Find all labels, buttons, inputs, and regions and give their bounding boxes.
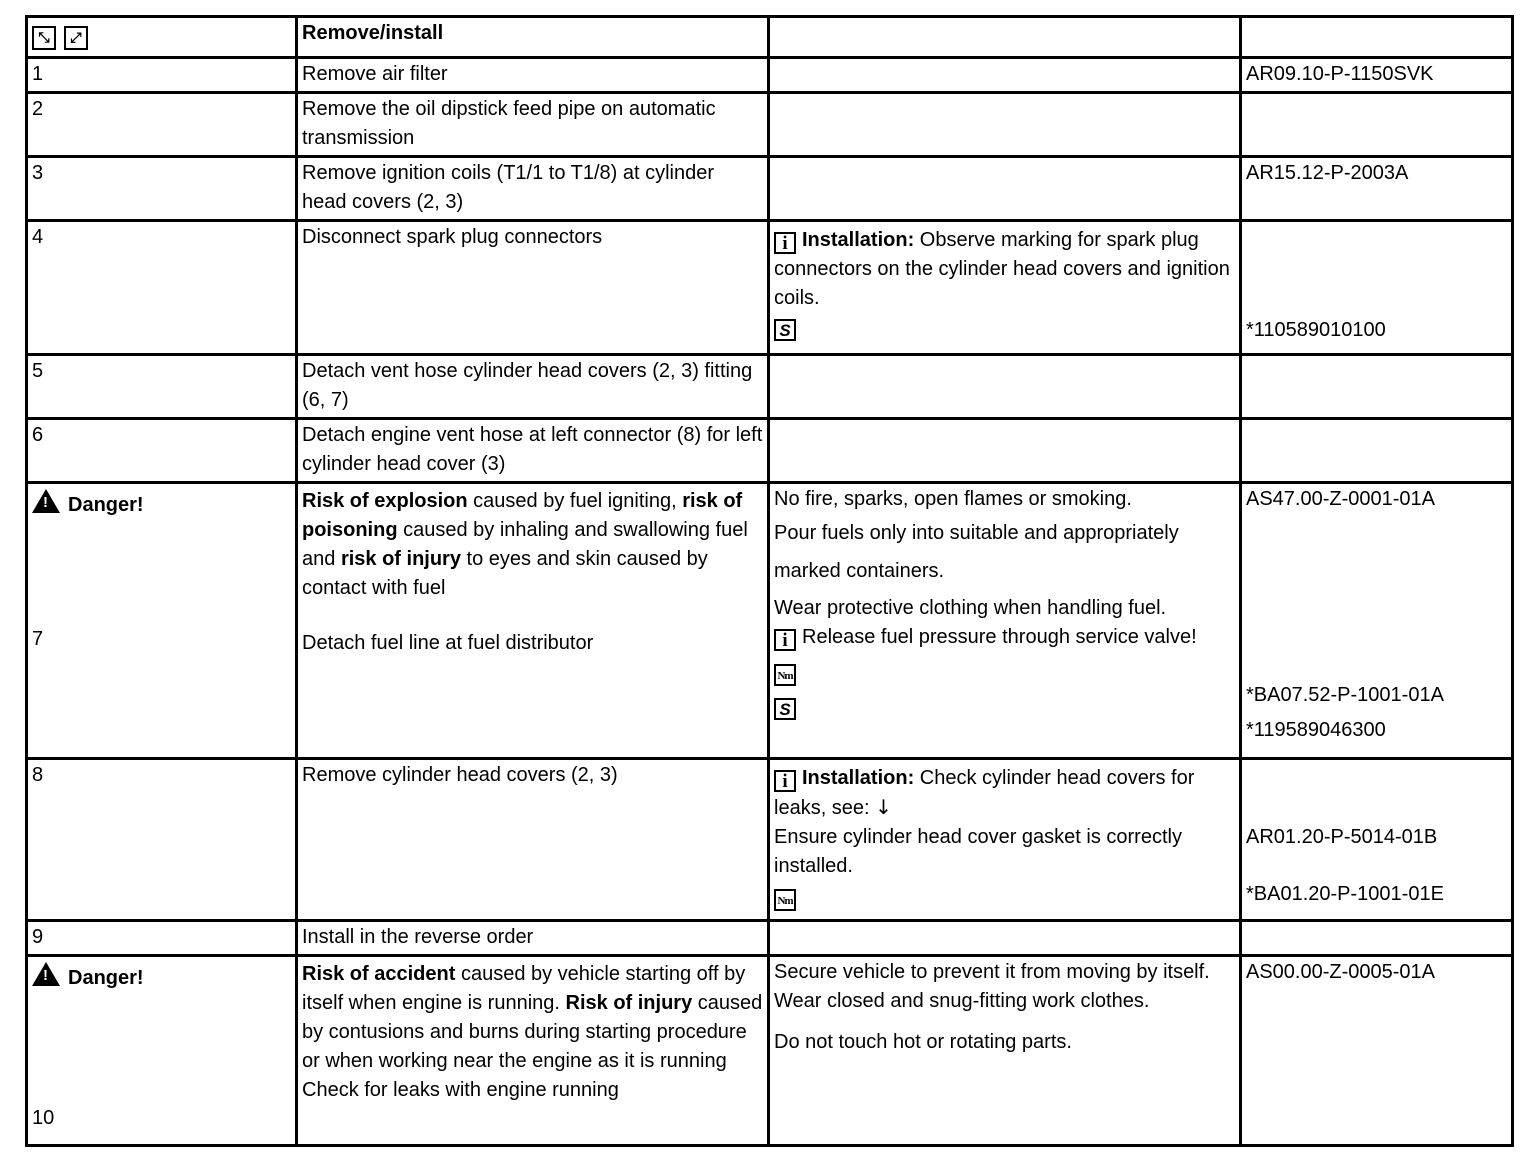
table-row	[27, 759, 1513, 921]
table-row	[27, 419, 1513, 483]
step-number: 6	[27, 419, 297, 483]
risk-bold: Risk of accident	[302, 963, 456, 985]
step-number: 7	[32, 628, 44, 650]
table-row	[27, 221, 1513, 355]
danger-step-cell	[297, 956, 769, 1146]
risk-text: caused by fuel igniting,	[473, 490, 677, 512]
step-text: Check for leaks with engine running	[302, 1079, 619, 1101]
reference-link[interactable]: AR09.10-P-1150SVK	[1241, 58, 1513, 93]
danger-reference-link[interactable]: AS47.00-Z-0001-01A	[1246, 488, 1436, 510]
danger-measures-cell	[769, 483, 1241, 759]
danger-measures-cell	[769, 956, 1241, 1146]
header-icons-cell	[27, 17, 297, 58]
measure-text: Wear protective clothing when handling fuel.	[774, 597, 1167, 619]
torque-icon[interactable]: Nm	[774, 889, 796, 911]
procedure-table	[25, 15, 1514, 1147]
danger-label: Danger!	[68, 494, 144, 516]
table-row	[27, 355, 1513, 419]
risk-bold: Risk of injury	[565, 992, 693, 1014]
risk-bold: Risk of explosion	[302, 490, 468, 512]
tool-reference-link[interactable]: *119589046300	[1246, 719, 1386, 741]
danger-number-cell	[27, 956, 297, 1146]
table-header-row	[27, 17, 1513, 58]
step-number: 2	[27, 93, 297, 157]
step-number: 4	[27, 221, 297, 355]
step-text: Install in the reverse order	[297, 921, 769, 956]
step-number: 8	[27, 759, 297, 921]
reference-cell	[1241, 759, 1513, 921]
warning-icon	[32, 489, 60, 513]
table-row	[27, 483, 1513, 759]
step-number: 9	[27, 921, 297, 956]
special-tool-icon[interactable]: S	[774, 698, 796, 720]
warning-icon	[32, 962, 60, 986]
step-text: Remove the oil dipstick feed pipe on automatic transmission	[297, 93, 769, 157]
step-number: 10	[32, 1107, 55, 1129]
note-text: Release fuel pressure through service valve!	[802, 626, 1197, 648]
reference-link[interactable]: AR15.12-P-2003A	[1241, 157, 1513, 221]
table-row	[27, 157, 1513, 221]
risk-text: caused by inhaling and swallowing fuel and	[302, 519, 748, 570]
header-empty-cell	[769, 17, 1241, 58]
risk-text: caused by contusions and burns during starting procedure or when working near the engine as it is running	[302, 992, 763, 1072]
step-number: 3	[27, 157, 297, 221]
installation-label: Installation:	[802, 767, 915, 789]
risk-bold: risk of injury	[340, 548, 461, 570]
note-cell	[769, 759, 1241, 921]
installation-label: Installation:	[802, 229, 915, 251]
info-icon: i	[774, 770, 796, 792]
danger-reference-cell	[1241, 956, 1513, 1146]
risk-text: to eyes and skin caused by contact with fuel	[302, 548, 708, 599]
danger-label: Danger!	[68, 967, 144, 989]
danger-reference-link[interactable]: AS00.00-Z-0005-01A	[1246, 961, 1436, 983]
step-text: Detach engine vent hose at left connector (8) for left cylinder head cover (3)	[297, 419, 769, 483]
measure-text: Secure vehicle to prevent it from moving by itself.	[774, 961, 1210, 983]
note-text: Observe marking for spark plug connectors on the cylinder head covers and ignition coils.	[774, 229, 1230, 309]
tool-reference-link[interactable]: *110589010100	[1246, 319, 1386, 341]
danger-step-cell	[297, 483, 769, 759]
measure-text: No fire, sparks, open flames or smoking.	[774, 488, 1132, 510]
step-text: Detach vent hose cylinder head covers (2, 3) fitting (6, 7)	[297, 355, 769, 419]
table-row	[27, 921, 1513, 956]
header-empty-cell	[1241, 17, 1513, 58]
reference-link[interactable]: AR01.20-P-5014-01B	[1246, 826, 1438, 848]
danger-reference-cell	[1241, 483, 1513, 759]
torque-icon[interactable]: Nm	[774, 664, 796, 686]
step-number: 5	[27, 355, 297, 419]
measure-text: Do not touch hot or rotating parts.	[774, 1031, 1072, 1053]
step-text: Detach fuel line at fuel distributor	[302, 632, 594, 654]
info-icon: i	[774, 232, 796, 254]
reference-cell	[1241, 221, 1513, 355]
header-title: Remove/install	[297, 17, 769, 58]
note-text: Ensure cylinder head cover gasket is correctly installed.	[774, 826, 1182, 877]
step-text: Disconnect spark plug connectors	[297, 221, 769, 355]
down-arrow-icon[interactable]: ↓	[875, 795, 892, 819]
risk-bold: risk of poisoning	[302, 490, 743, 541]
expand-icon[interactable]: ⤡	[32, 26, 56, 50]
info-icon: i	[774, 629, 796, 651]
torque-reference-link[interactable]: *BA07.52-P-1001-01A	[1246, 684, 1444, 706]
measure-text: Pour fuels only into suitable and appropriately marked containers.	[774, 522, 1179, 582]
table-row	[27, 58, 1513, 93]
table-row	[27, 956, 1513, 1146]
step-text: Remove air filter	[297, 58, 769, 93]
danger-number-cell	[27, 483, 297, 759]
step-number: 1	[27, 58, 297, 93]
risk-text: caused by vehicle starting off by itself when engine is running.	[302, 963, 746, 1014]
measure-text: Wear closed and snug-fitting work clothes.	[774, 990, 1150, 1012]
step-text: Remove cylinder head covers (2, 3)	[297, 759, 769, 921]
note-text: Check cylinder head covers for leaks, see:	[774, 767, 1195, 819]
note-cell	[769, 221, 1241, 355]
collapse-icon[interactable]: ⤢	[64, 26, 88, 50]
special-tool-icon[interactable]: S	[774, 319, 796, 341]
torque-reference-link[interactable]: *BA01.20-P-1001-01E	[1246, 883, 1444, 905]
step-text: Remove ignition coils (T1/1 to T1/8) at cylinder head covers (2, 3)	[297, 157, 769, 221]
table-row	[27, 93, 1513, 157]
